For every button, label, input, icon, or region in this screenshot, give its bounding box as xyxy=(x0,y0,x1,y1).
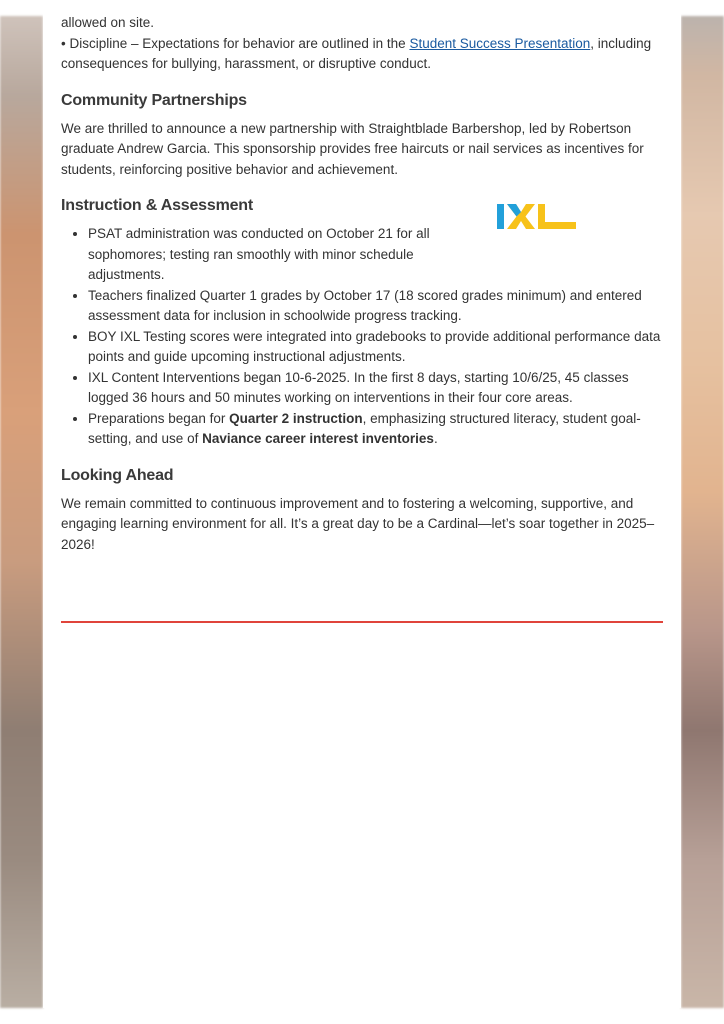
instruction-assessment-heading: Instruction & Assessment xyxy=(61,197,253,214)
list-item-text: , emphasizing structured literacy, student goal-setting, and use of xyxy=(88,410,641,446)
section-divider xyxy=(61,621,663,623)
list-item: • BOY IXL Testing scores were integrated into gradebooks to provide additional performance data points and guide upcoming instructional adjustments. xyxy=(88,327,663,368)
list-item: • IXL Content Interventions began 10-6-2025. In the first 8 days, starting 10/6/25, 45 classes logged 36 hours and 50 minutes working on interventions in their four core areas. xyxy=(88,368,663,409)
list-item: • Teachers finalized Quarter 1 grades by October 17 (18 scored grades minimum) and entered assessment data for inclusion in schoolwide progress tracking. xyxy=(88,286,663,327)
intro-consequences: consequences for bullying, harassment, or disruptive conduct. xyxy=(61,56,431,71)
instruction-list xyxy=(61,224,663,450)
naviance-bold: Naviance career interest inventories xyxy=(202,431,434,446)
list-item xyxy=(88,409,663,450)
looking-ahead-body: We remain committed to continuous improvement and to fostering a welcoming, supportive, and engaging learning environment for all. It’s a great day to be a Cardinal—let’s soar together in 2025–2026! xyxy=(61,495,655,552)
student-success-presentation-link[interactable]: Student Success Presentation xyxy=(409,35,591,51)
background-right-blur xyxy=(681,16,724,1008)
discipline-prefix: • Discipline – Expectations for behavior are outlined in the xyxy=(61,35,410,51)
list-item-text: Preparations began for xyxy=(88,410,230,426)
quarter-2-instruction-bold: Quarter 2 instruction xyxy=(229,410,363,426)
list-item-text: . xyxy=(433,431,438,446)
instruction-section xyxy=(61,196,663,450)
community-partnerships-body: We are thrilled to announce a new partnership with Straightblade Barbershop, led by Robertson graduate Andrew Garcia. This sponsorship provides free haircuts or nail services as incentives for students, reinforcing positive behavior and achievement. xyxy=(61,120,644,177)
intro-line-allowed: allowed on site. xyxy=(61,15,155,30)
newsletter-page xyxy=(43,0,681,1008)
looking-ahead-heading: Looking Ahead xyxy=(61,466,174,484)
discipline-suffix: , including xyxy=(590,35,652,51)
newsletter-content xyxy=(61,13,663,555)
list-item: • PSAT administration was conducted on October 21 for all sophomores; testing ran smoothly with minor schedule adjustments. xyxy=(88,224,438,286)
background-left-blur xyxy=(0,16,43,1008)
community-partnerships-heading: Community Partnerships xyxy=(61,91,247,109)
intro-discipline xyxy=(61,34,663,55)
ixl-logo xyxy=(497,202,577,232)
